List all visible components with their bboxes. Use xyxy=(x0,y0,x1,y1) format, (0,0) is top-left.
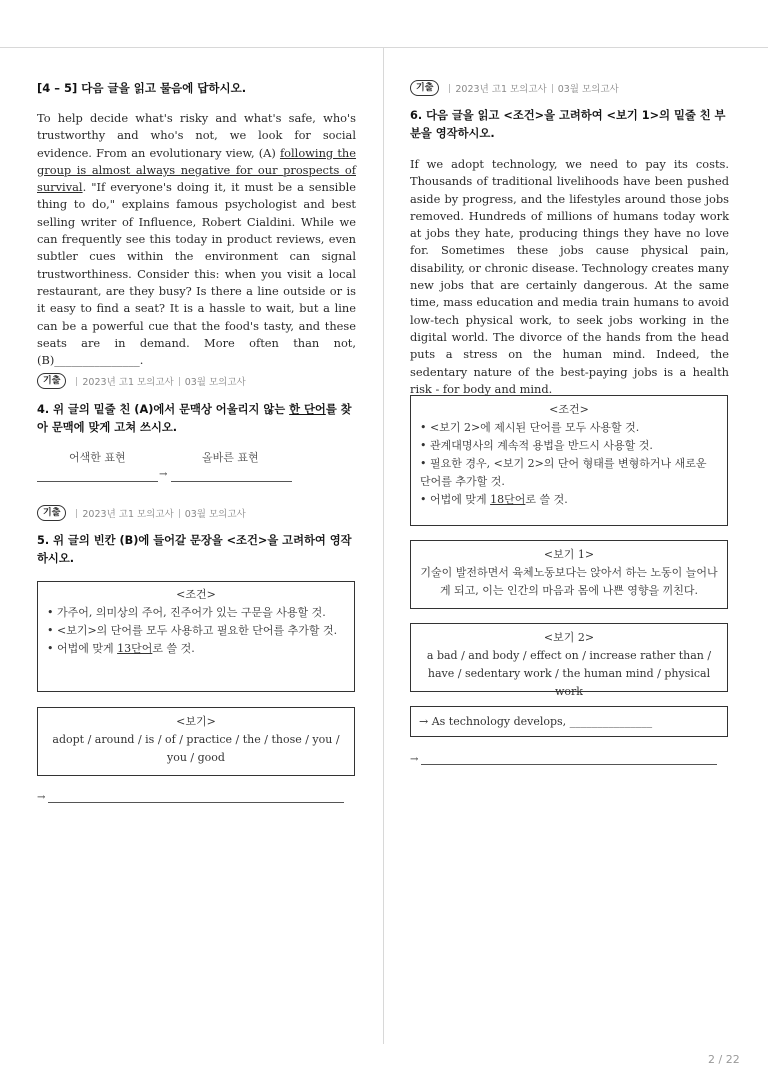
q4-title-pre: 4. 위 글의 밑줄 친 (A)에서 문맥상 어울리지 않는 xyxy=(37,403,290,416)
q6-separator-2 xyxy=(552,84,553,93)
q6-conditions-box xyxy=(410,395,728,526)
q6-example2-box xyxy=(410,623,728,698)
column-divider xyxy=(383,48,384,1044)
q4-arrow: → xyxy=(159,469,168,480)
q6-conditions-title: <조건> xyxy=(549,403,589,416)
q6-source-tag xyxy=(410,80,619,96)
q5-separator-2 xyxy=(179,509,180,518)
q5-condition-2: • <보기>의 단어를 모두 사용하고 필요한 단어를 추가할 것. xyxy=(47,624,338,637)
q4-answer-line-wrong[interactable] xyxy=(37,481,158,482)
passage-part-2: . "If everyone's doing it, it must be a sensible thing to do," explains famous psychologist and best selling writer of Influence, Robert Cialdini. While we can frequently see this today in product reviews, even subtler cues within the environment can signal trustworthiness. Consider this: when you visit a local restaurant, are they busy? Is there a line outside or is it easy to find a seat? It is a hassle to wait, but a line can be a powerful cue that the food's tasty, and these seats are in demand. More often than not, (B)_______________. xyxy=(37,180,356,368)
q5-example-text: adopt / around / is / of / practice / the / those / you / you / good xyxy=(52,733,340,764)
q6-example1-box xyxy=(410,540,728,609)
q6-answer-prefix: → As technology develops, _______________ xyxy=(419,715,653,728)
q6-condition-4-post: 로 쓸 것. xyxy=(525,493,568,506)
q4-badge: 기출 xyxy=(37,373,66,389)
passage-underlined-a: following the group is almost always negative for our prospects of survival xyxy=(37,145,357,195)
q6-condition-3: • 필요한 경우, <보기 2>의 단어 형태를 변형하거나 새로운 단어를 추가할 것. xyxy=(420,457,707,488)
q6-condition-2: • 관계대명사의 계속적 용법을 반드시 사용할 것. xyxy=(420,439,653,452)
q4-answer-line-right[interactable] xyxy=(171,481,292,482)
q6-example1-text: 기술이 발전하면서 육체노동보다는 앉아서 하는 노동이 늘어나게 되고, 이는 인간의 마음과 몸에 나쁜 영향을 끼친다. xyxy=(420,566,718,597)
section-heading: [4 – 5] 다음 글을 읽고 물음에 답하시오. xyxy=(37,81,247,95)
q4-separator-2 xyxy=(179,377,180,386)
passage-left xyxy=(37,110,356,369)
q4-title xyxy=(37,401,357,437)
q4-label-wrong: 어색한 표현 xyxy=(69,451,126,464)
q5-conditions-box xyxy=(37,581,355,692)
top-rule xyxy=(0,47,768,48)
q6-example2-title: <보기 2> xyxy=(543,631,595,644)
q6-answer-line[interactable] xyxy=(421,764,717,765)
q6-year: 2023년 고1 모의고사 xyxy=(455,84,547,95)
q5-condition-3-underlined: 13단어 xyxy=(117,642,153,655)
q5-arrow: → xyxy=(37,792,46,803)
q6-condition-4 xyxy=(420,491,718,509)
q6-condition-1: • <보기 2>에 제시된 단어를 모두 사용할 것. xyxy=(420,421,640,434)
q4-label-right: 올바른 표현 xyxy=(202,451,259,464)
q4-separator-1 xyxy=(76,377,77,386)
q5-condition-3 xyxy=(47,640,345,658)
passage-part-1: To help decide what's risky and what's safe, who's trustworthy and who's not, we look for social evidence. From an evolutionary view, (A) xyxy=(37,111,356,160)
page-number: 2 / 22 xyxy=(708,1053,740,1066)
q5-example-title: <보기> xyxy=(176,715,216,728)
q5-example-box xyxy=(37,707,355,776)
q5-condition-1: • 가주어, 의미상의 주어, 진주어가 있는 구문을 사용할 것. xyxy=(47,606,326,619)
q5-month: 03월 모의고사 xyxy=(184,509,246,520)
q6-month: 03월 모의고사 xyxy=(557,84,619,95)
passage-right: If we adopt technology, we need to pay its costs. Thousands of traditional livelihoods have been pushed aside by progress, and the lifestyles around those jobs removed. Hundreds of millions of humans today work at jobs they hate, producing things they have no love for. Sometimes these jobs cause physical pain, disability, or chronic disease. Technology creates many new jobs that are certainly dangerous. At the same time, mass education and media train humans to avoid low-tech physical work, to seek jobs working in the digital world. The divorce of the hands from the head puts a stress on the human mind. Indeed, the sedentary nature of the best-paying jobs is a health risk - for body and mind. xyxy=(410,157,729,396)
q4-year: 2023년 고1 모의고사 xyxy=(82,377,174,388)
q6-example1-title: <보기 1> xyxy=(543,548,595,561)
q5-source-tag xyxy=(37,505,246,521)
q5-year: 2023년 고1 모의고사 xyxy=(82,509,174,520)
q6-separator-1 xyxy=(449,84,450,93)
q6-badge: 기출 xyxy=(410,80,439,96)
q5-answer-line[interactable] xyxy=(48,802,344,803)
q5-title: 5. 위 글의 빈칸 (B)에 들어갈 문장을 <조건>을 고려하여 영작하시오. xyxy=(37,534,352,565)
q4-month: 03월 모의고사 xyxy=(184,377,246,388)
q6-example2-text: a bad / and body / effect on / increase rather than / have / sedentary work / the human mind / physical work xyxy=(426,649,712,698)
q6-condition-4-pre: • 어법에 맞게 xyxy=(420,493,491,506)
q5-condition-3-pre: • 어법에 맞게 xyxy=(47,642,118,655)
q4-title-underlined: 한 단어 xyxy=(289,403,326,416)
q5-conditions-title: <조건> xyxy=(176,588,216,601)
q6-arrow: → xyxy=(410,754,419,765)
q4-title-post: 를 찾아 문맥에 맞게 고쳐 쓰시오. xyxy=(37,403,352,434)
q5-condition-3-post: 로 쓸 것. xyxy=(152,642,195,655)
q5-badge: 기출 xyxy=(37,505,66,521)
q5-separator-1 xyxy=(76,509,77,518)
q6-answer-prefix-box[interactable] xyxy=(410,706,728,737)
q6-title: 6. 다음 글을 읽고 <조건>을 고려하여 <보기 1>의 밑줄 친 부분을 영작하시오. xyxy=(410,109,726,140)
q4-source-tag xyxy=(37,373,246,389)
q6-condition-4-underlined: 18단어 xyxy=(490,493,526,506)
